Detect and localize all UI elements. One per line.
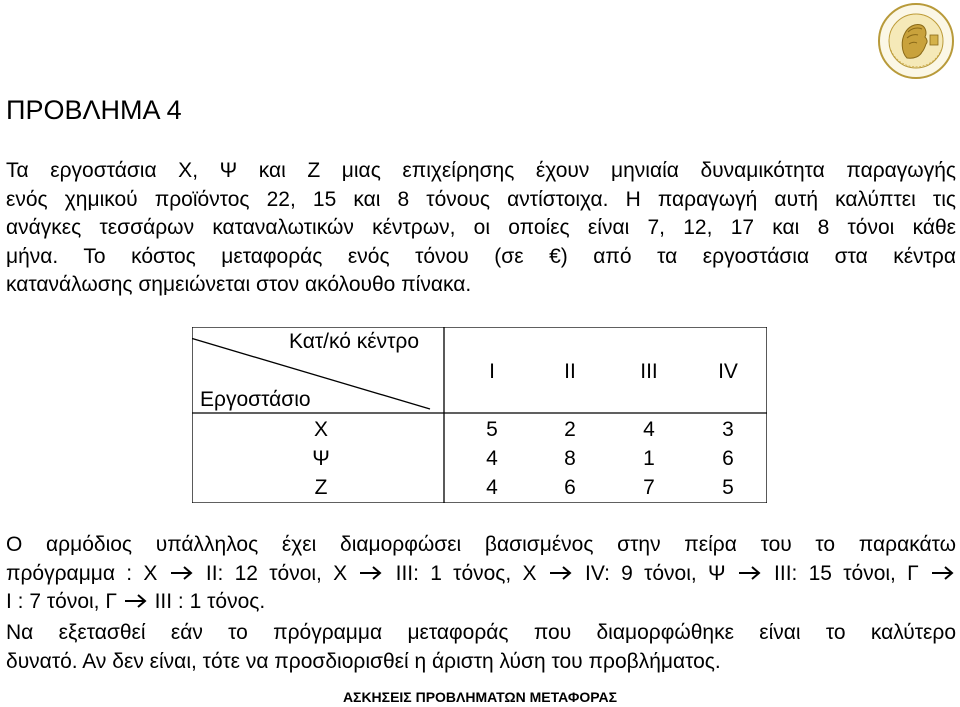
right-arrow-icon (930, 565, 956, 581)
row-label: Ψ (312, 447, 330, 470)
program-line (6, 560, 956, 589)
program-segment: III: 15 τόνοι, Γ (774, 561, 919, 585)
program-segment: III : 1 τόνος. (154, 590, 266, 613)
table-grid (192, 327, 767, 503)
right-arrow-icon (169, 565, 195, 581)
page-footer: ΑΣΚΗΣΕΙΣ ΠΡΟΒΛΗΜΑΤΩΝ ΜΕΤΑΦΟΡΑΣ (342, 689, 618, 705)
table-cell: 4 (486, 476, 498, 499)
right-arrow-icon (737, 565, 763, 581)
row-label: Ζ (314, 476, 328, 499)
table-cell: 5 (722, 476, 734, 499)
intro-line: κατανάλωσης σημειώνεται στον ακόλουθο πίνακα. (6, 273, 472, 296)
program-segment: III: 1 τόνος, Χ (395, 561, 537, 585)
program-line (6, 588, 956, 617)
program-line: Ο αρμόδιος υπάλληλος έχει διαμορφώσει βασισμένος στην πείρα του το παρακάτω (6, 533, 956, 556)
table-header-top: Κατ/κό κέντρο (289, 330, 420, 353)
table-cell: 1 (643, 447, 655, 470)
table-cell: 4 (643, 418, 655, 441)
table-cell: 5 (486, 418, 498, 441)
question-line: Να εξετασθεί εάν το πρόγραμμα μεταφοράς που διαμορφώθηκε είναι το καλύτερο (6, 621, 956, 644)
program-segment: IV: 9 τόνοι, Ψ (585, 561, 726, 585)
question-line: δυνατό. Αν δεν είναι, τότε να προσδιορισθεί η άριστη λύση του προβλήματος. (6, 649, 721, 673)
column-header: IV (718, 360, 738, 383)
program-paragraph (6, 531, 956, 617)
table-cell: 7 (643, 476, 655, 499)
cost-table (192, 327, 767, 503)
right-arrow-icon (358, 565, 384, 581)
program-segment: I : 7 τόνοι, Γ (6, 590, 117, 613)
intro-paragraph (6, 157, 956, 300)
program-segment: II: 12 τόνοι, Χ (205, 561, 348, 585)
table-cell: 6 (722, 447, 734, 470)
question-paragraph (6, 619, 956, 676)
table-cell: 8 (564, 447, 576, 470)
intro-line: ανάγκες τεσσάρων καταναλωτικών κέντρων, οι οποίες είναι 7, 12, 17 και 8 τόνοι κάθε (6, 216, 956, 239)
page-title: ΠΡΟΒΛΗΜΑ 4 (6, 95, 182, 125)
column-header: III (640, 360, 658, 383)
table-cell: 3 (722, 418, 734, 441)
table-header-left: Εργοστάσιο (200, 388, 311, 411)
university-seal-logo (877, 2, 955, 80)
right-arrow-icon (548, 565, 574, 581)
intro-line: μήνα. Το κόστος μεταφοράς ενός τόνου (σε €) από τα εργοστάσια στα κέντρα (6, 244, 956, 268)
column-header: I (489, 360, 495, 383)
intro-line: ενός χημικού προϊόντος 22, 15 και 8 τόνους αντίστοιχα. Η παραγωγή αυτή καλύπτει τις (6, 187, 956, 211)
table-cell: 2 (564, 418, 576, 441)
program-segment: πρόγραμμα : Χ (6, 561, 158, 585)
table-cell: 4 (486, 447, 498, 470)
column-header: II (564, 360, 576, 383)
intro-line: Τα εργοστάσια Χ, Ψ και Ζ μιας επιχείρησης έχουν μηνιαία δυναμικότητα παραγωγής (6, 159, 956, 182)
row-label: Χ (313, 418, 329, 441)
right-arrow-icon (123, 593, 149, 609)
table-cell: 6 (564, 476, 576, 499)
